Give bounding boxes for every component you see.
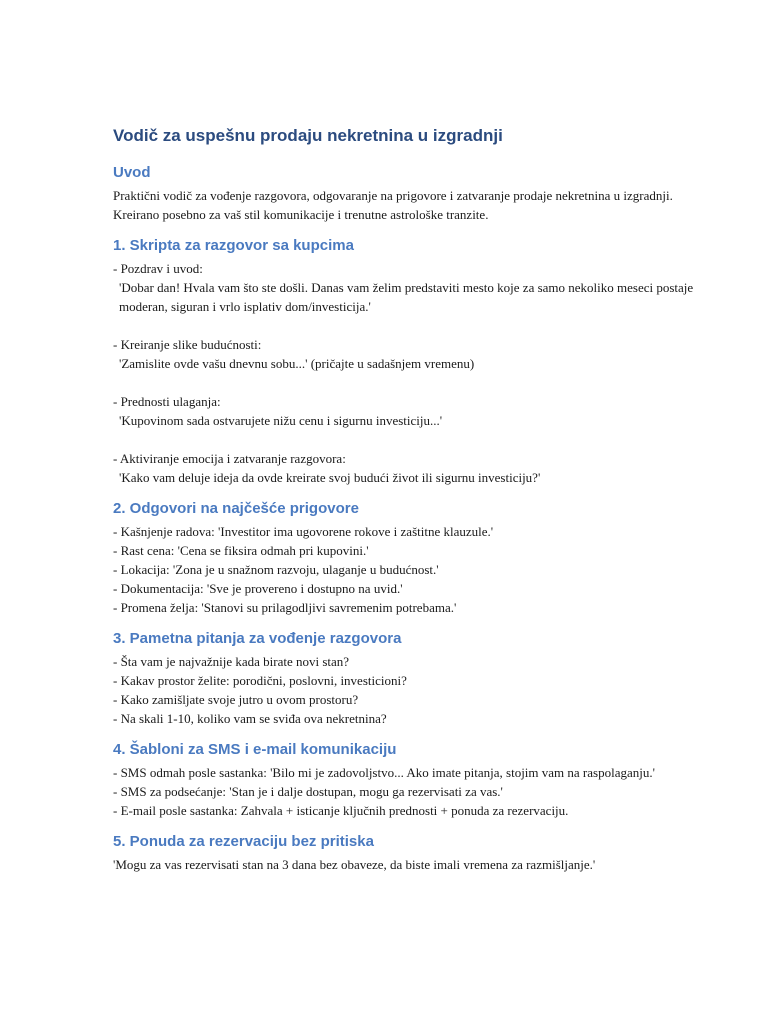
list-item: - SMS odmah posle sastanka: 'Bilo mi je zadovoljstvo... Ako imate pitanja, stojim vam na raspolaganju.' xyxy=(113,765,655,780)
spacer xyxy=(113,430,708,449)
block-label: - Kreiranje slike budućnosti: xyxy=(113,337,262,352)
block-label: - Pozdrav i uvod: xyxy=(113,261,203,276)
section-skripta xyxy=(113,236,708,487)
list-item: - Lokacija: 'Zona je u snažnom razvoju, ulaganje u budućnost.' xyxy=(113,562,439,577)
list-item: 'Mogu za vas rezervisati stan na 3 dana bez obaveze, da biste imali vremena za razmišljanje.' xyxy=(113,857,596,872)
section-paragraph: Praktični vodič za vođenje razgovora, odgovaranje na prigovore i zatvaranje prodaje nekretnina u izgradnji. Kreirano posebno za vaš stil komunikacije i trenutne astrološke tranzite. xyxy=(113,188,673,222)
list-item: - Kašnjenje radova: 'Investitor ima ugovorene rokove i zaštitne klauzule.' xyxy=(113,524,494,539)
section-heading: 1. Skripta za razgovor sa kupcima xyxy=(113,237,354,254)
spacer xyxy=(113,373,708,392)
section-uvod xyxy=(113,163,708,224)
section-heading: 2. Odgovori na najčešće prigovore xyxy=(113,500,359,517)
section-prigovori xyxy=(113,499,708,617)
section-heading: 3. Pametna pitanja za vođenje razgovora xyxy=(113,630,402,647)
block-quote: 'Kupovinom sada ostvarujete nižu cenu i sigurnu investiciju...' xyxy=(119,413,443,428)
section-heading: Uvod xyxy=(113,164,151,181)
list-item: - SMS za podsećanje: 'Stan je i dalje dostupan, mogu ga rezervisati za vas.' xyxy=(113,784,503,799)
section-heading: 5. Ponuda za rezervaciju bez pritiska xyxy=(113,833,374,850)
section-ponuda xyxy=(113,832,708,874)
list-item: - Šta vam je najvažnije kada birate novi stan? xyxy=(113,654,350,669)
list-item: - Dokumentacija: 'Sve je provereno i dostupno na uvid.' xyxy=(113,581,403,596)
block-quote: 'Zamislite ovde vašu dnevnu sobu...' (pričajte u sadašnjem vremenu) xyxy=(119,356,475,371)
document-title: Vodič za uspešnu prodaju nekretnina u izgradnji xyxy=(113,126,503,145)
spacer xyxy=(113,316,708,335)
block-quote: 'Dobar dan! Hvala vam što ste došli. Danas vam želim predstaviti mesto koje za samo nekoliko meseci postaje moderan, siguran i vrlo isplativ dom/investicija.' xyxy=(119,280,697,314)
list-item: - Kako zamišljate svoje jutro u ovom prostoru? xyxy=(113,692,359,707)
list-item: - Kakav prostor želite: porodični, poslovni, investicioni? xyxy=(113,673,407,688)
section-heading: 4. Šabloni za SMS i e-mail komunikaciju xyxy=(113,741,397,758)
list-item: - Na skali 1-10, koliko vam se sviđa ova nekretnina? xyxy=(113,711,387,726)
list-item: - E-mail posle sastanka: Zahvala + isticanje ključnih prednosti + ponuda za rezervaciju. xyxy=(113,803,569,818)
list-item: - Rast cena: 'Cena se fiksira odmah pri kupovini.' xyxy=(113,543,369,558)
section-sabloni xyxy=(113,740,708,820)
list-item: - Promena želja: 'Stanovi su prilagodljivi savremenim potrebama.' xyxy=(113,600,457,615)
block-label: - Aktiviranje emocija i zatvaranje razgovora: xyxy=(113,451,346,466)
section-pitanja xyxy=(113,629,708,728)
block-label: - Prednosti ulaganja: xyxy=(113,394,221,409)
block-quote: 'Kako vam deluje ideja da ovde kreirate svoj budući život ili sigurnu investiciju?' xyxy=(119,470,541,485)
